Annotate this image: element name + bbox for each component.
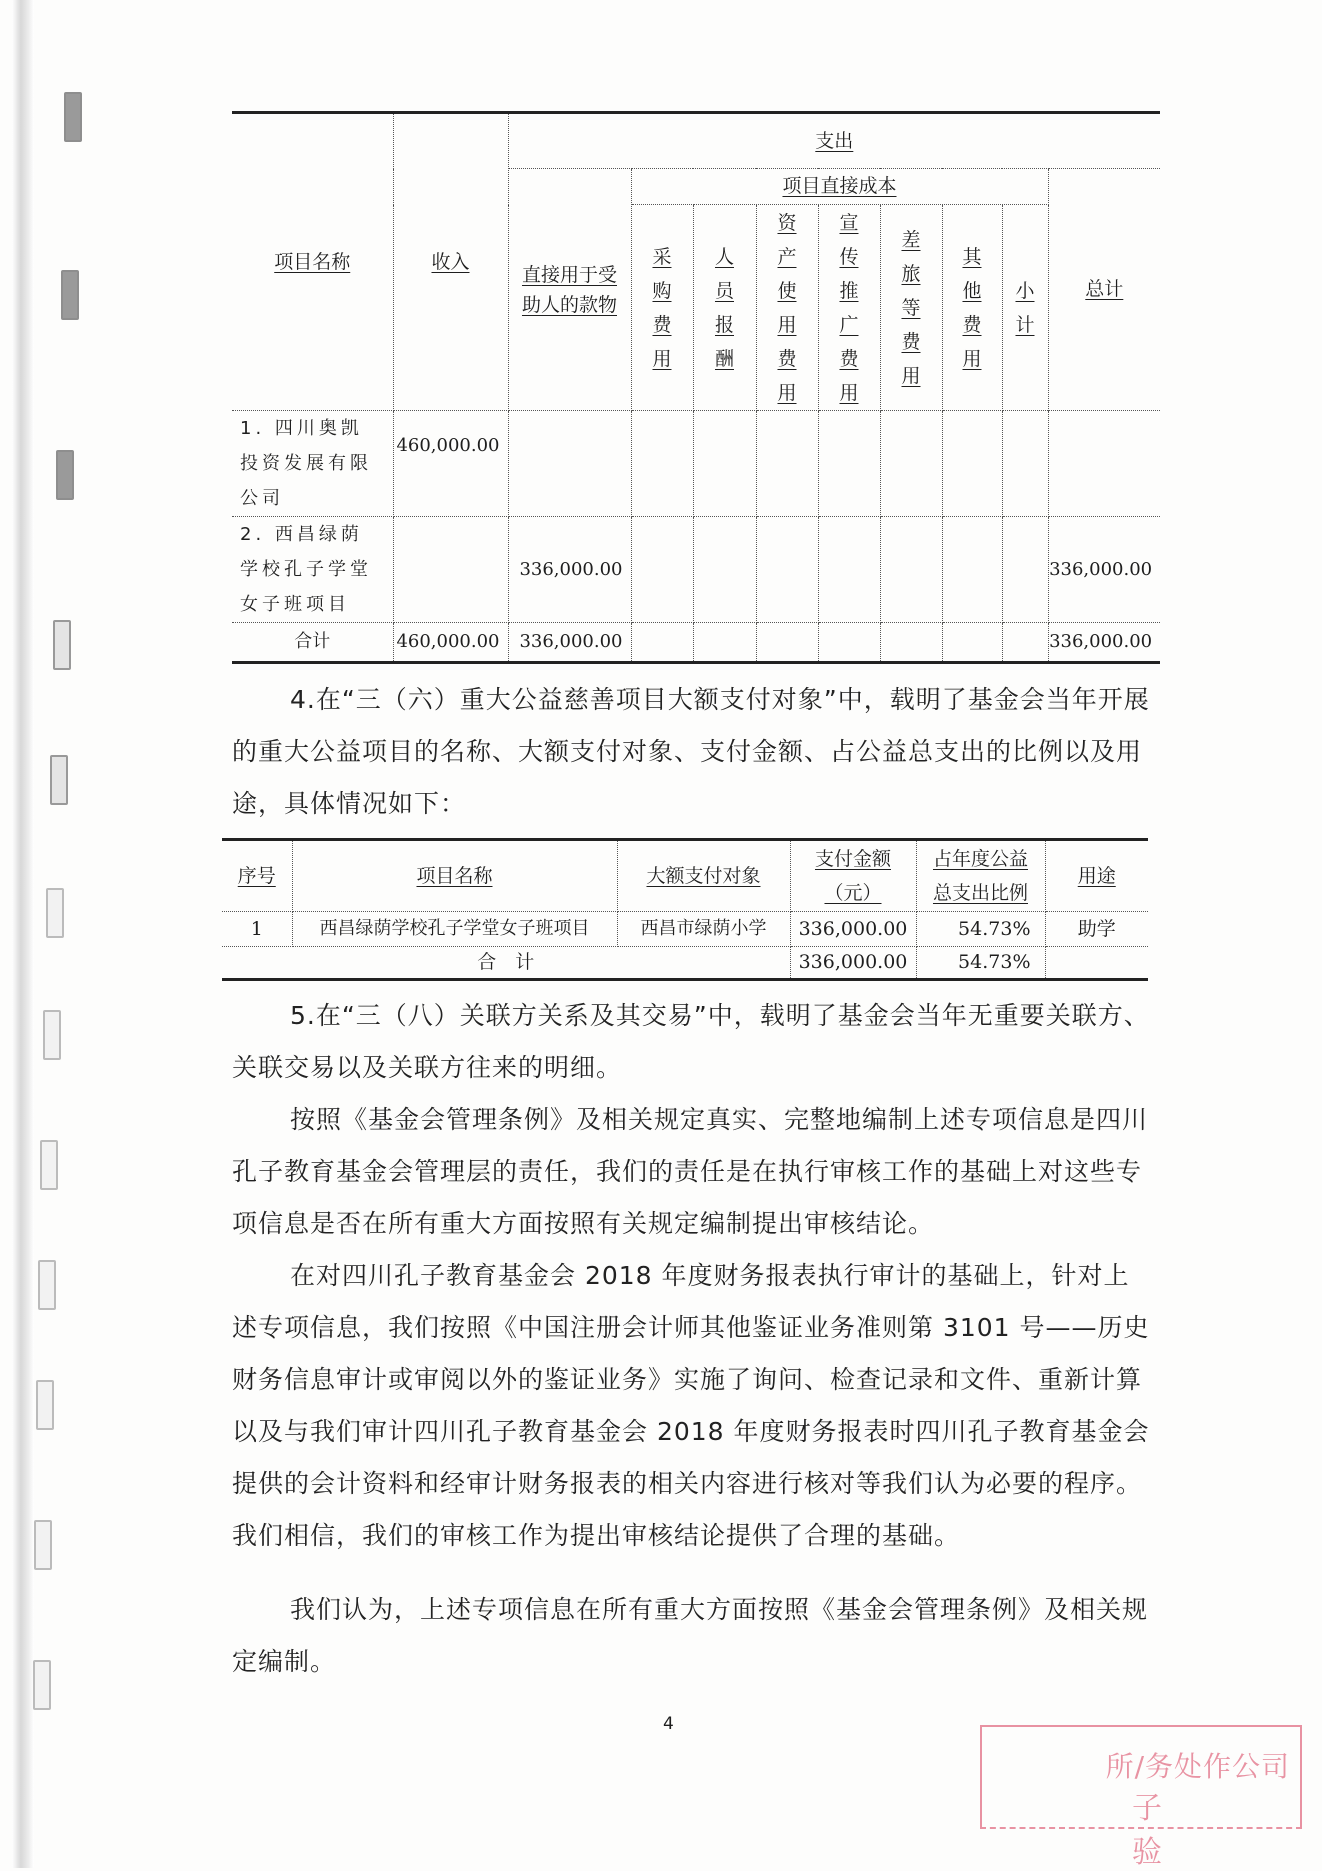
header-seq: 序号: [222, 840, 292, 912]
header-char: 员: [714, 279, 734, 302]
punch-hole: [38, 1260, 56, 1310]
header-char: 用: [652, 347, 672, 370]
header-char: 用: [839, 381, 859, 404]
row-total: 336,000.00: [1048, 517, 1160, 623]
page-number: 4: [663, 1714, 674, 1734]
income-expense-table: [232, 111, 1160, 664]
cell-empty: [880, 517, 942, 623]
header-cost-other: [942, 205, 1002, 411]
cell-empty: [693, 411, 756, 517]
row-income: 460,000.00: [393, 411, 508, 517]
punch-hole: [53, 620, 71, 670]
paragraph-6: 按照《基金会管理条例》及相关规定真实、完整地编制上述专项信息是四川孔子教育基金会管理层的责任，我们的责任是在执行审核工作的基础上对这些专项信息是否在所有重大方面按照有关规定编制提出审核结论。: [232, 1105, 1149, 1238]
header-payee: 大额支付对象: [617, 840, 790, 912]
payment-table-header: [222, 840, 1148, 912]
cell-empty: [693, 623, 756, 663]
header-amount: 支付金额 （元）: [790, 840, 916, 912]
punch-hole: [43, 1010, 61, 1060]
header-char: 报: [714, 313, 734, 336]
header-cost-procurement: [631, 205, 693, 411]
header-char: 计: [1015, 313, 1035, 336]
cell-empty: [693, 517, 756, 623]
sum-row: [222, 947, 1148, 980]
cell-empty: [756, 517, 818, 623]
cell-empty: [631, 411, 693, 517]
paragraph-4: 4.在“三（六）重大公益慈善项目大额支付对象”中，载明了基金会当年开展的重大公益项目的名称、大额支付对象、支付金额、占公益总支出的比例以及用途，具体情况如下：: [232, 685, 1150, 818]
binding-edge: [12, 0, 34, 1868]
header-char: 费: [839, 347, 859, 370]
seal-text: 所/务处作公司: [1105, 1750, 1290, 1783]
row-direct: [508, 411, 631, 517]
cell-empty: [756, 623, 818, 663]
header-char: 用: [901, 364, 921, 387]
cell-empty: [1002, 517, 1048, 623]
header-project-name: 项目名称: [292, 840, 617, 912]
header-expense: 支出: [508, 113, 1160, 169]
header-char: 广: [839, 313, 859, 336]
header-char: 购: [652, 279, 672, 302]
cell-empty: [756, 411, 818, 517]
cell-empty: [631, 623, 693, 663]
header-char: 费: [962, 313, 982, 336]
sum-label: 合计: [232, 623, 393, 663]
paragraph-5: 5.在“三（八）关联方关系及其交易”中，载明了基金会当年无重要关联方、关联交易以及关联方往来的明细。: [232, 1001, 1150, 1082]
row-project-name: 1. 四川奥凯投资发展有限公司: [232, 411, 393, 517]
header-char: 酬: [714, 347, 734, 370]
header-char: 等: [901, 296, 921, 319]
header-char: 差: [901, 228, 921, 251]
punch-hole: [33, 1660, 51, 1710]
sum-amount: 336,000.00: [790, 947, 916, 980]
company-seal: [980, 1725, 1302, 1870]
header-char: 使: [777, 279, 797, 302]
header-cost-travel: [880, 205, 942, 411]
header-char: 费: [777, 347, 797, 370]
cell-empty: [818, 411, 880, 517]
header-cost-publicity: [818, 205, 880, 411]
paragraph-7: 在对四川孔子教育基金会 2018 年度财务报表执行审计的基础上，针对上述专项信息，我们按照《中国注册会计师其他鉴证业务准则第 3101 号——历史财务信息审计或审阅以外的鉴证业务》实施了询问、检查记录和文件、重新计算以及与我们审计四川孔子教育基金会 2018 年度财务报表时四川孔子教育基金会提供的会计资料和经审计财务报表的相关内容进行核对等我们认为必要的程序。我们相信，我们的审核工作为提出审核结论提供了合理的基础。: [232, 1261, 1150, 1550]
punch-hole: [56, 450, 74, 500]
header-char: 推: [839, 279, 859, 302]
header-char: 传: [839, 245, 859, 268]
header-cost-subtotal: [1002, 205, 1048, 411]
row-amount: 336,000.00: [790, 912, 916, 947]
table-row: [232, 411, 1160, 517]
punch-hole: [64, 92, 82, 142]
row-income: [393, 517, 508, 623]
row-direct: 336,000.00: [508, 517, 631, 623]
punch-hole: [34, 1520, 52, 1570]
header-char: 产: [777, 245, 797, 268]
header-char: 小: [1015, 279, 1035, 302]
row-seq: 1: [222, 912, 292, 947]
header-char: 他: [962, 279, 982, 302]
punch-hole: [46, 888, 64, 938]
sum-ratio: 54.73%: [916, 947, 1045, 980]
header-char: 用: [777, 381, 797, 404]
header-char: 费: [652, 313, 672, 336]
cell-empty: [1002, 411, 1048, 517]
cell-empty: [880, 411, 942, 517]
seal-signature: 子 验: [1132, 1791, 1222, 1870]
header-cost-asset-use: [756, 205, 818, 411]
cell-empty: [942, 623, 1002, 663]
header-char: 旅: [901, 262, 921, 285]
payment-table: [222, 838, 1148, 981]
row-project-name: 西昌绿荫学校孔子学堂女子班项目: [292, 912, 617, 947]
header-char: 费: [901, 330, 921, 353]
header-project-name: 项目名称: [232, 113, 393, 411]
header-cost-personnel: [693, 205, 756, 411]
row-payee: 西昌市绿荫小学: [617, 912, 790, 947]
header-char: 宣: [839, 211, 859, 234]
header-char: 用: [777, 313, 797, 336]
cell-empty: [631, 517, 693, 623]
sum-income: 460,000.00: [393, 623, 508, 663]
cell-empty: [942, 517, 1002, 623]
row-ratio: 54.73%: [916, 912, 1045, 947]
header-income: 收入: [393, 113, 508, 411]
header-char: 人: [714, 245, 734, 268]
sum-row: [232, 623, 1160, 663]
header-direct-to-beneficiaries: 直接用于受助人的款物: [508, 169, 631, 411]
punch-hole: [50, 755, 68, 805]
header-total: 总计: [1048, 169, 1160, 411]
cell-empty: [880, 623, 942, 663]
punch-hole: [36, 1380, 54, 1430]
punch-hole: [61, 270, 79, 320]
cell-empty: [942, 411, 1002, 517]
sum-label: 合 计: [222, 947, 790, 980]
table-row: [232, 517, 1160, 623]
cell-empty: [818, 517, 880, 623]
header-purpose: 用途: [1045, 840, 1148, 912]
row-project-name: 2. 西昌绿荫学校孔子学堂女子班项目: [232, 517, 393, 623]
punch-hole: [40, 1140, 58, 1190]
header-char: 资: [777, 211, 797, 234]
row-purpose: 助学: [1045, 912, 1148, 947]
header-char: 其: [962, 245, 982, 268]
cell-empty: [1045, 947, 1148, 980]
header-ratio: 占年度公益 总支出比例: [916, 840, 1045, 912]
cell-empty: [1002, 623, 1048, 663]
header-char: 采: [652, 245, 672, 268]
sum-direct: 336,000.00: [508, 623, 631, 663]
sum-total: 336,000.00: [1048, 623, 1160, 663]
header-project-direct-cost: 项目直接成本: [631, 169, 1048, 205]
header-char: 用: [962, 347, 982, 370]
table-row: [222, 912, 1148, 947]
paragraph-8: 我们认为，上述专项信息在所有重大方面按照《基金会管理条例》及相关规定编制。: [232, 1595, 1149, 1676]
row-total: [1048, 411, 1160, 517]
cell-empty: [818, 623, 880, 663]
